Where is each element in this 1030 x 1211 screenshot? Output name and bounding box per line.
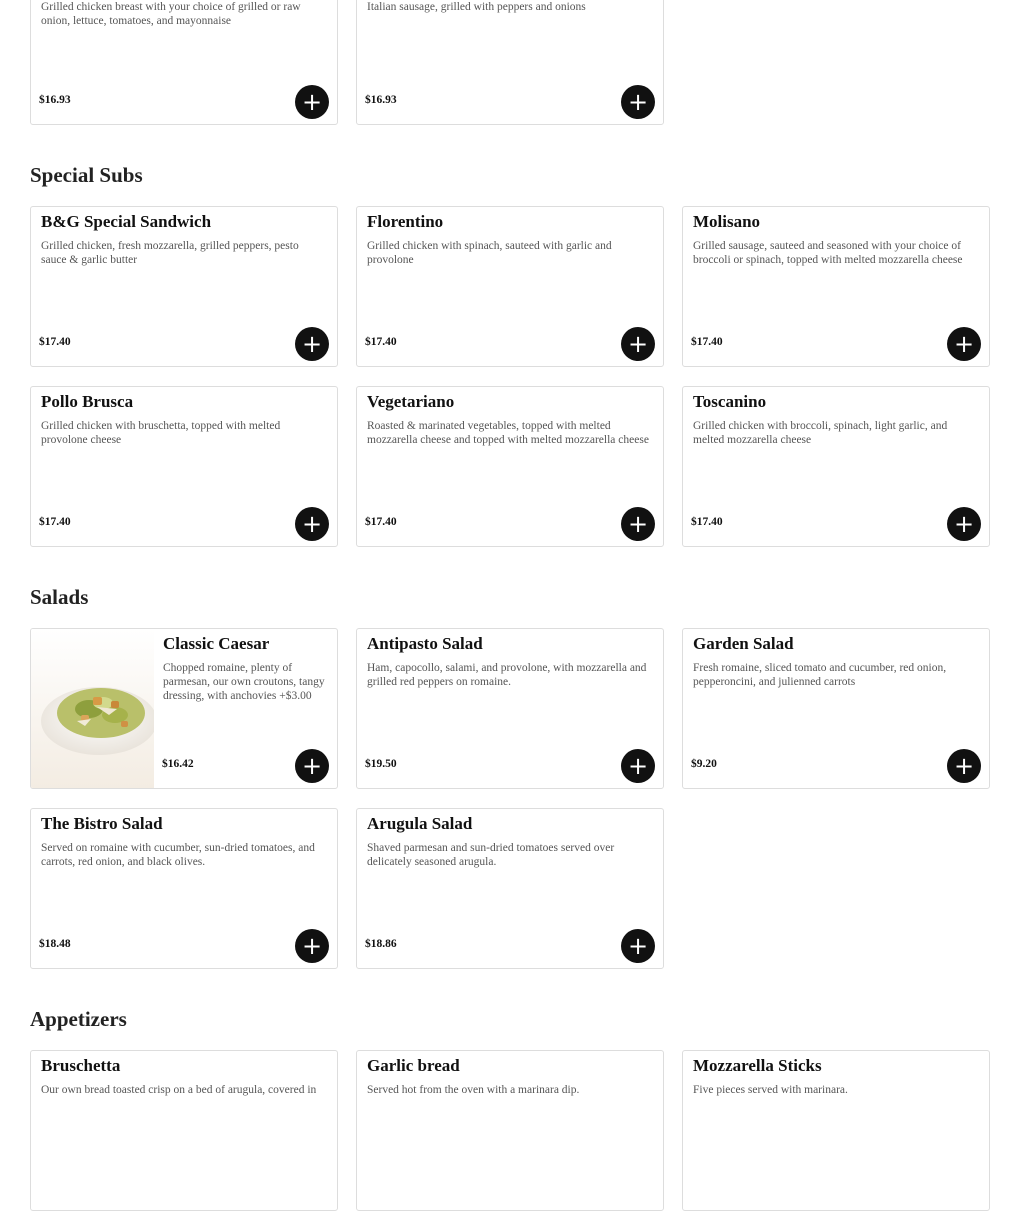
menu-item-card[interactable]: [30, 808, 338, 969]
menu-item-card[interactable]: [356, 206, 664, 367]
menu-item-card[interactable]: [30, 1050, 338, 1211]
add-to-cart-button[interactable]: +: [947, 749, 981, 783]
item-price: $16.93: [365, 94, 397, 106]
add-to-cart-button[interactable]: +: [295, 85, 329, 119]
menu-item-card[interactable]: [30, 628, 338, 789]
add-to-cart-button[interactable]: +: [621, 327, 655, 361]
item-description: Italian sausage, grilled with peppers and onions: [367, 1, 586, 13]
section-title-appetizers: Appetizers: [30, 1007, 127, 1031]
item-price: $19.50: [365, 758, 397, 770]
section-title-salads: Salads: [30, 585, 89, 609]
item-name: Garlic bread: [367, 1056, 460, 1075]
item-description: Five pieces served with marinara.: [693, 1084, 848, 1096]
item-price: $17.40: [691, 516, 723, 528]
item-description: Grilled chicken, fresh mozzarella, grilled peppers, pesto sauce & garlic butter: [41, 240, 299, 266]
add-to-cart-button[interactable]: +: [621, 749, 655, 783]
item-description: Grilled chicken with bruschetta, topped with melted provolone cheese: [41, 420, 281, 446]
item-name: B&G Special Sandwich: [41, 212, 212, 231]
caesar-salad-image: [31, 629, 154, 789]
item-description: Grilled chicken breast with your choice of grilled or raw onion, lettuce, tomatoes, and mayonnaise: [41, 1, 301, 27]
menu-item-card[interactable]: [682, 206, 990, 367]
add-to-cart-button[interactable]: +: [295, 749, 329, 783]
menu-item-card[interactable]: [30, 0, 338, 125]
section-title-special-subs: Special Subs: [30, 163, 143, 187]
add-to-cart-button[interactable]: +: [621, 929, 655, 963]
menu-item-card[interactable]: [356, 628, 664, 789]
menu-item-card[interactable]: [682, 1050, 990, 1211]
item-description: Grilled chicken with spinach, sauteed with garlic and provolone: [367, 240, 612, 266]
item-price: $18.48: [39, 938, 71, 950]
menu-item-card[interactable]: [30, 206, 338, 367]
item-description: Fresh romaine, sliced tomato and cucumber, red onion, pepperoncini, and julienned carrots: [693, 662, 947, 688]
add-to-cart-button[interactable]: +: [295, 327, 329, 361]
menu-item-card[interactable]: [30, 386, 338, 547]
item-name: Garden Salad: [693, 634, 794, 653]
item-name: Classic Caesar: [163, 634, 270, 653]
menu-item-card[interactable]: [356, 0, 664, 125]
item-name: Toscanino: [693, 392, 767, 411]
item-price: $17.40: [365, 336, 397, 348]
item-description: Grilled sausage, sauteed and seasoned with your choice of broccoli or spinach, topped with melted mozzarella cheese: [693, 240, 963, 266]
add-to-cart-button[interactable]: +: [295, 929, 329, 963]
item-description: Ham, capocollo, salami, and provolone, with mozzarella and grilled red peppers on romaine.: [367, 662, 647, 688]
item-price: $17.40: [39, 336, 71, 348]
item-description: Served on romaine with cucumber, sun-dried tomatoes, and carrots, red onion, and black olives.: [41, 842, 315, 868]
item-price: $9.20: [691, 758, 717, 770]
item-price: $18.86: [365, 938, 397, 950]
item-description: Served hot from the oven with a marinara dip.: [367, 1084, 580, 1096]
menu-item-card[interactable]: [356, 808, 664, 969]
item-name: The Bistro Salad: [41, 814, 163, 833]
item-price: $17.40: [39, 516, 71, 528]
item-name: Mozzarella Sticks: [693, 1056, 822, 1075]
menu-item-card[interactable]: [356, 1050, 664, 1211]
item-price: $17.40: [365, 516, 397, 528]
item-name: Vegetariano: [367, 392, 455, 411]
item-name: Pollo Brusca: [41, 392, 134, 411]
item-price: $17.40: [691, 336, 723, 348]
item-name: Molisano: [693, 212, 761, 231]
menu-item-card[interactable]: [682, 386, 990, 547]
item-price: $16.93: [39, 94, 71, 106]
item-description: Roasted & marinated vegetables, topped with melted mozzarella cheese and topped with melted mozzarella cheese: [367, 420, 649, 446]
item-name: Antipasto Salad: [367, 634, 483, 653]
item-description: Shaved parmesan and sun-dried tomatoes served over delicately seasoned arugula.: [367, 842, 615, 868]
add-to-cart-button[interactable]: +: [621, 507, 655, 541]
item-description: Grilled chicken with broccoli, spinach, light garlic, and melted mozzarella cheese: [693, 420, 948, 446]
item-name: Bruschetta: [41, 1056, 121, 1075]
menu-item-card[interactable]: [682, 628, 990, 789]
add-to-cart-button[interactable]: +: [621, 85, 655, 119]
add-to-cart-button[interactable]: +: [295, 507, 329, 541]
item-description: Our own bread toasted crisp on a bed of arugula, covered in: [41, 1084, 317, 1096]
item-price: $16.42: [162, 758, 194, 770]
add-to-cart-button[interactable]: +: [947, 327, 981, 361]
item-name: Florentino: [367, 212, 444, 231]
menu-item-card[interactable]: [356, 386, 664, 547]
item-name: Arugula Salad: [367, 814, 473, 833]
add-to-cart-button[interactable]: +: [947, 507, 981, 541]
item-description: Chopped romaine, plenty of parmesan, our own croutons, tangy dressing, with anchovies +$3.00: [163, 662, 325, 702]
